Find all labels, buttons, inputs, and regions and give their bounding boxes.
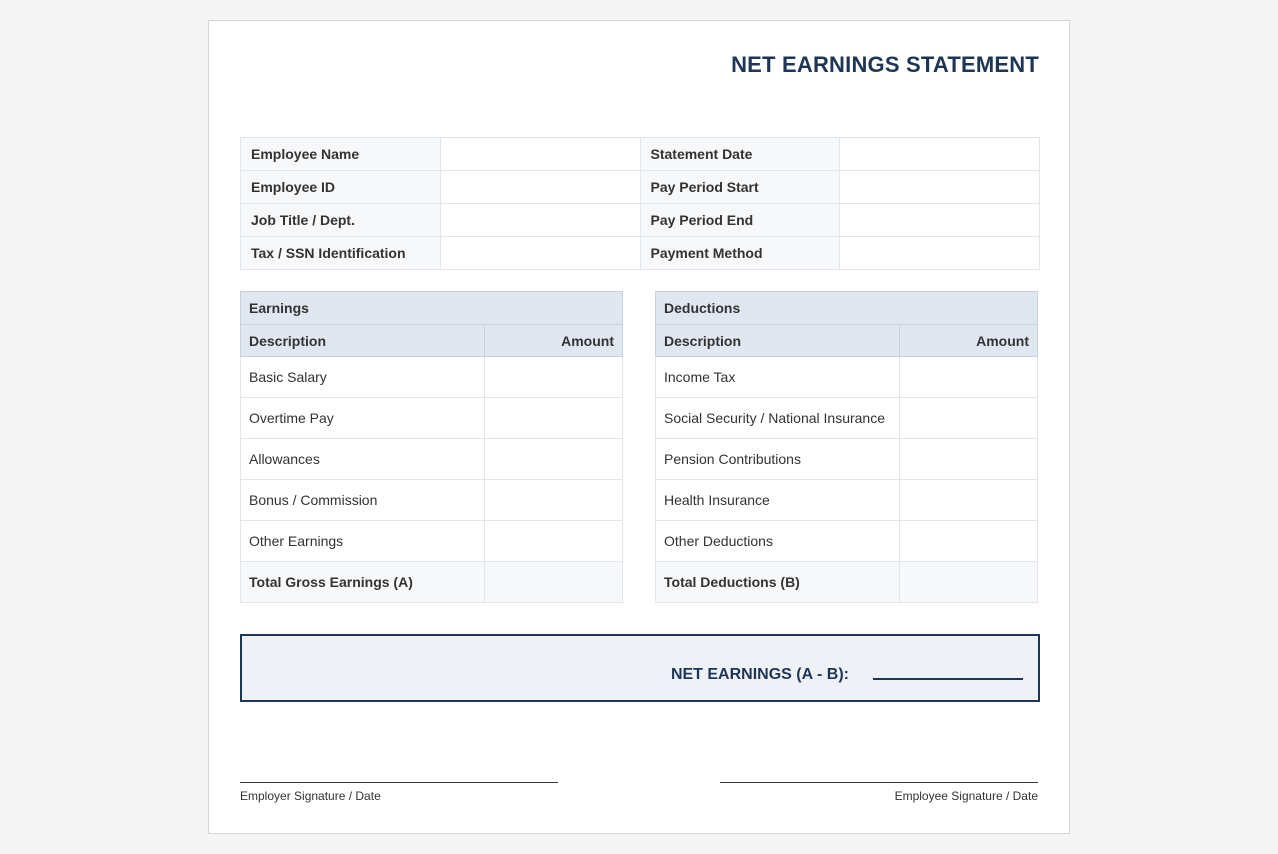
deductions-row (656, 480, 1038, 521)
net-earnings-label: NET EARNINGS (A - B): (670, 666, 849, 683)
earnings-row (241, 439, 623, 480)
employee-name-field[interactable] (440, 138, 640, 171)
info-row (241, 237, 1040, 270)
description-column-header: Description (241, 325, 485, 357)
amount-column-header: Amount (485, 325, 623, 357)
deductions-heading-row (656, 292, 1038, 325)
info-label: Statement Date (640, 138, 840, 171)
deductions-row (656, 357, 1038, 398)
statement-date-field[interactable] (840, 138, 1040, 171)
earnings-row (241, 398, 623, 439)
tax-id-field[interactable] (440, 237, 640, 270)
earnings-item-label: Basic Salary (241, 357, 485, 398)
info-row (241, 204, 1040, 237)
deductions-amount-field[interactable] (900, 357, 1038, 398)
pay-period-end-field[interactable] (840, 204, 1040, 237)
earnings-amount-field[interactable] (485, 357, 623, 398)
info-label: Pay Period End (640, 204, 840, 237)
deductions-row (656, 521, 1038, 562)
employee-signature (720, 782, 1038, 803)
earnings-table (240, 291, 623, 603)
earnings-item-label: Overtime Pay (241, 398, 485, 439)
earnings-row (241, 357, 623, 398)
info-label: Employee ID (241, 171, 441, 204)
info-label: Tax / SSN Identification (241, 237, 441, 270)
deductions-table (655, 291, 1038, 603)
earnings-heading: Earnings (241, 292, 623, 325)
info-label: Pay Period Start (640, 171, 840, 204)
earnings-item-label: Allowances (241, 439, 485, 480)
earnings-amount-field[interactable] (485, 521, 623, 562)
info-label: Employee Name (241, 138, 441, 171)
info-label: Job Title / Dept. (241, 204, 441, 237)
earnings-amount-field[interactable] (485, 480, 623, 521)
job-title-field[interactable] (440, 204, 640, 237)
pay-period-start-field[interactable] (840, 171, 1040, 204)
deductions-amount-field[interactable] (900, 398, 1038, 439)
earnings-row (241, 480, 623, 521)
amount-column-header: Amount (900, 325, 1038, 357)
deductions-total-field[interactable] (900, 562, 1038, 603)
deductions-item-label: Other Deductions (656, 521, 900, 562)
earnings-item-label: Other Earnings (241, 521, 485, 562)
deductions-row (656, 398, 1038, 439)
info-label: Payment Method (640, 237, 840, 270)
deductions-total-label: Total Deductions (B) (656, 562, 900, 603)
deductions-item-label: Health Insurance (656, 480, 900, 521)
earnings-total-field[interactable] (485, 562, 623, 603)
description-column-header: Description (656, 325, 900, 357)
earnings-total-label: Total Gross Earnings (A) (241, 562, 485, 603)
employer-signature-caption: Employer Signature / Date (240, 789, 381, 803)
deductions-column-header (656, 325, 1038, 357)
deductions-item-label: Pension Contributions (656, 439, 900, 480)
employee-info-table (240, 137, 1040, 270)
employee-signature-line[interactable] (720, 782, 1038, 783)
info-row (241, 171, 1040, 204)
payment-method-field[interactable] (840, 237, 1040, 270)
earnings-amount-field[interactable] (485, 398, 623, 439)
document-title: NET EARNINGS STATEMENT (731, 52, 1039, 77)
deductions-amount-field[interactable] (900, 439, 1038, 480)
earnings-column-header (241, 325, 623, 357)
net-earnings-field[interactable] (873, 678, 1023, 680)
earnings-item-label: Bonus / Commission (241, 480, 485, 521)
info-row (241, 138, 1040, 171)
deductions-total-row (656, 562, 1038, 603)
deductions-heading: Deductions (656, 292, 1038, 325)
employer-signature (240, 782, 558, 803)
net-earnings-box (240, 634, 1040, 702)
earnings-amount-field[interactable] (485, 439, 623, 480)
employee-signature-caption: Employee Signature / Date (894, 789, 1038, 803)
employee-id-field[interactable] (440, 171, 640, 204)
deductions-item-label: Social Security / National Insurance (656, 398, 900, 439)
earnings-row (241, 521, 623, 562)
employer-signature-line[interactable] (240, 782, 558, 783)
deductions-row (656, 439, 1038, 480)
deductions-amount-field[interactable] (900, 480, 1038, 521)
statement-sheet (208, 20, 1070, 834)
earnings-total-row (241, 562, 623, 603)
earnings-heading-row (241, 292, 623, 325)
deductions-amount-field[interactable] (900, 521, 1038, 562)
deductions-item-label: Income Tax (656, 357, 900, 398)
